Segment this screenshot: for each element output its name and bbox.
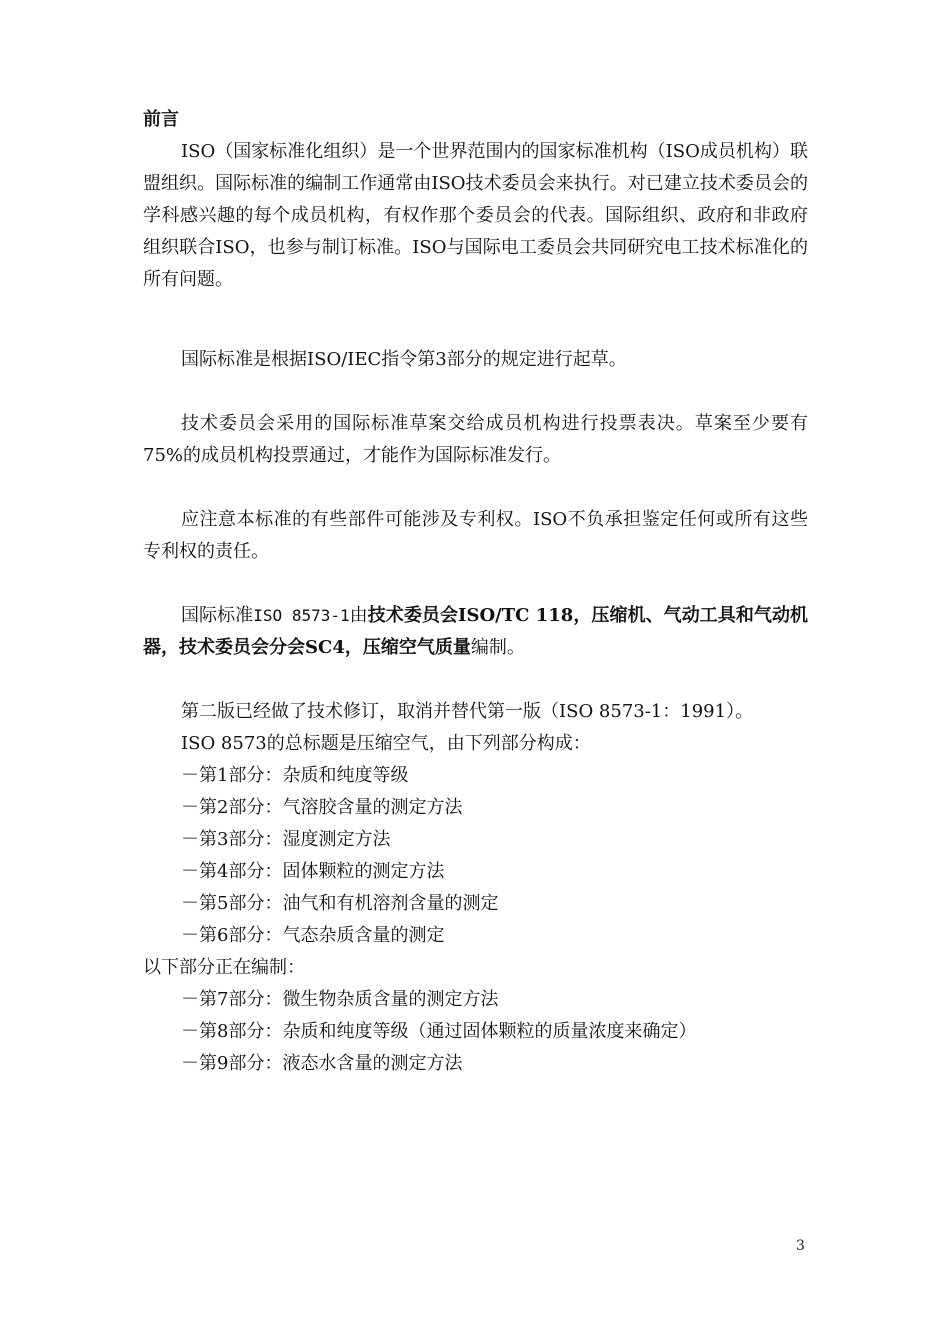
spacer bbox=[143, 296, 808, 328]
spacer bbox=[143, 376, 808, 408]
document-body bbox=[143, 104, 808, 1080]
paragraph-committee bbox=[143, 600, 808, 664]
list-item: －第3部分：湿度测定方法 bbox=[181, 829, 391, 850]
spacer bbox=[143, 568, 808, 600]
in-preparation-list bbox=[143, 984, 808, 1080]
list-item: －第2部分：气溶胶含量的测定方法 bbox=[181, 797, 463, 818]
committee-mid: 由 bbox=[349, 605, 368, 626]
list-item: －第9部分：液态水含量的测定方法 bbox=[181, 1053, 463, 1074]
list-item: －第4部分：固体颗粒的测定方法 bbox=[181, 861, 445, 882]
committee-suffix: 编制。 bbox=[470, 637, 525, 658]
spacer bbox=[143, 328, 808, 344]
in-preparation-label: 以下部分正在编制： bbox=[143, 957, 305, 978]
paragraph-parts-intro: ISO 8573的总标题是压缩空气，由下列部分构成： bbox=[181, 733, 591, 754]
parts-list bbox=[143, 760, 808, 952]
list-item: －第5部分：油气和有机溶剂含量的测定 bbox=[181, 893, 499, 914]
paragraph-patent-notice: 应注意本标准的有些部件可能涉及专利权。ISO不负承担鉴定任何或所有这些专利权的责任。 bbox=[143, 509, 808, 562]
standard-code: ISO 8573-1 bbox=[253, 606, 350, 625]
paragraph-revision: 第二版已经做了技术修订，取消并替代第一版（ISO 8573-1：1991）。 bbox=[181, 701, 754, 722]
spacer bbox=[143, 472, 808, 504]
committee-name: 技术委员会ISO/TC 118，压缩机、气动工具和气动机器，技术委员会分会SC4，压缩空气质量 bbox=[143, 605, 809, 658]
list-item: －第6部分：气态杂质含量的测定 bbox=[181, 925, 445, 946]
paragraph-drafting-rules: 国际标准是根据ISO/IEC指令第3部分的规定进行起草。 bbox=[181, 349, 627, 370]
spacer bbox=[143, 664, 808, 696]
list-item: －第7部分：微生物杂质含量的测定方法 bbox=[181, 989, 499, 1010]
page-number: 3 bbox=[796, 1238, 805, 1254]
list-item: －第1部分：杂质和纯度等级 bbox=[181, 765, 409, 786]
committee-prefix: 国际标准 bbox=[181, 605, 254, 626]
section-heading: 前言 bbox=[143, 109, 179, 130]
paragraph-voting: 技术委员会采用的国际标准草案交给成员机构进行投票表决。草案至少要有75%的成员机构投票通过，才能作为国际标准发行。 bbox=[143, 413, 808, 466]
list-item: －第8部分：杂质和纯度等级（通过固体颗粒的质量浓度来确定） bbox=[181, 1021, 697, 1042]
paragraph-iso-intro: ISO（国家标准化组织）是一个世界范围内的国家标准机构（ISO成员机构）联盟组织。国际标准的编制工作通常由ISO技术委员会来执行。对已建立技术委员会的学科感兴趣的每个成员机构，有权作那个委员会的代表。国际组织、政府和非政府组织联合ISO，也参与制订标准。ISO与国际电工委员会共同研究电工技术标准化的所有问题。 bbox=[143, 141, 808, 290]
